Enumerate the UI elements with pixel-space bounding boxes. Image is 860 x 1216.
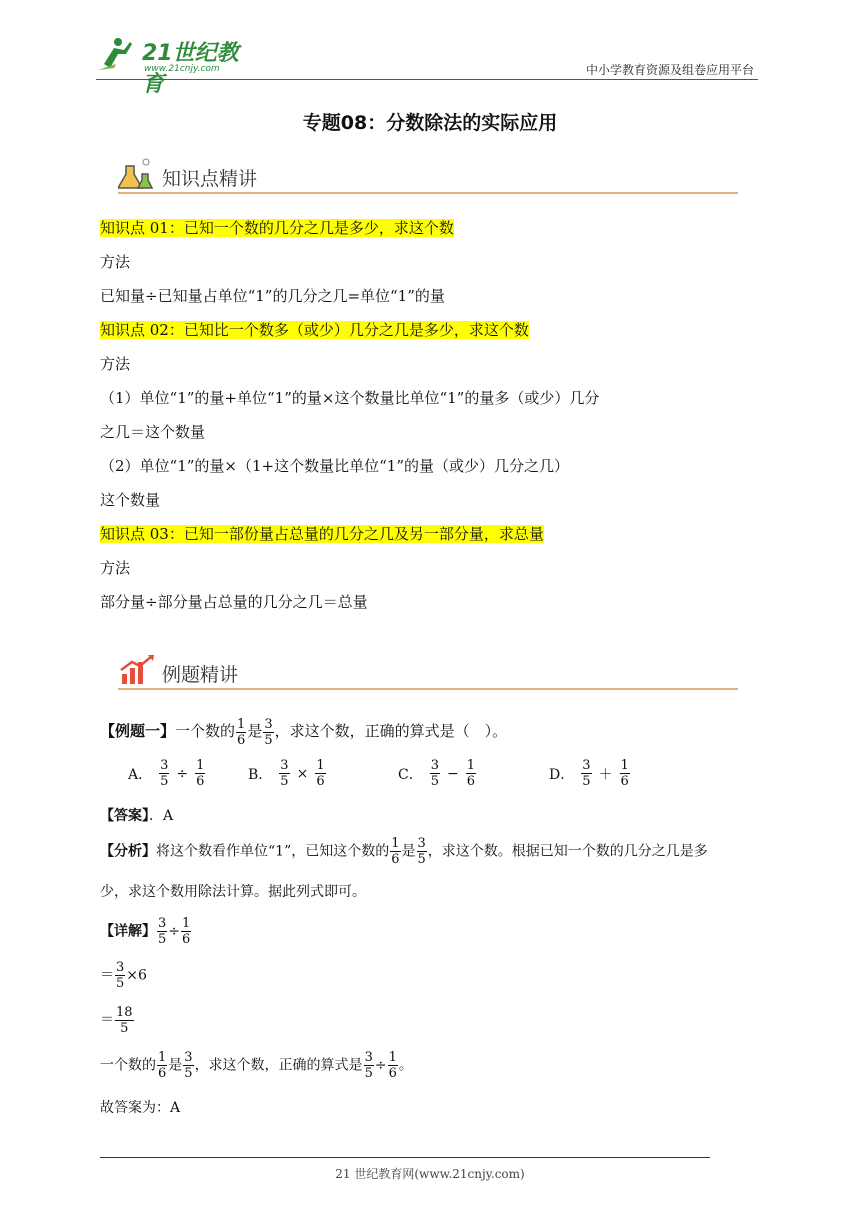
analysis-label: 【分析】 — [100, 843, 156, 860]
analysis-line2: 少，求这个数用除法计算。据此列式即可。 — [100, 884, 366, 900]
page-title: 专题08：分数除法的实际应用 — [302, 112, 558, 134]
kp1-heading: 知识点 01：已知一个数的几分之几是多少，求这个数 — [100, 219, 454, 237]
knowledge-banner — [118, 156, 738, 196]
kp2-line2: 之几＝这个数量 — [100, 423, 206, 441]
logo-text: 21世纪教育 — [142, 41, 239, 97]
kp2-heading: 知识点 02：已知比一个数多（或少）几分之几是多少，求这个数 — [100, 321, 529, 339]
detail-label: 【详解】 — [100, 923, 156, 940]
answer-line — [100, 806, 173, 826]
header-divider — [96, 79, 758, 80]
kp3-heading: 知识点 03：已知一部份量占总量的几分之几及另一部分量，求总量 — [100, 525, 544, 543]
kp3-method-label: 方法 — [100, 559, 131, 577]
footer-text: 21 世纪教育网(www.21cnjy.com) — [335, 1167, 525, 1181]
question-label: 【例题一】 — [100, 722, 176, 740]
kp2-line4: 这个数量 — [100, 491, 161, 509]
option-c[interactable]: C． $\frac{3}{5}$ − $\frac{1}{6}$ — [398, 758, 476, 789]
kp2-line3: （2）单位“1”的量×（1+这个数量比单位“1”的量（或少）几分之几） — [100, 457, 569, 475]
final-answer: 故答案为：A — [100, 1100, 181, 1116]
bar-chart-icon — [118, 652, 158, 688]
flask-icon — [118, 156, 158, 192]
option-a[interactable]: A． $\frac{3}{5}$ ÷ $\frac{1}{6}$ — [128, 758, 205, 789]
question-line: 【例题一】一个数的 $\frac{1}{6}$ 是 $\frac{3}{5}$ ，求这个数，正确的算式是（ ）。 — [100, 716, 508, 748]
kp1-method: 已知量÷已知量占单位“1”的几分之几=单位“1”的量 — [100, 287, 445, 305]
header-platform-text: 中小学教育资源及组卷应用平台 — [585, 63, 754, 77]
examples-banner-label: 例题精讲 — [162, 664, 239, 686]
site-logo — [96, 34, 256, 97]
logo-url: www.21cnjy.com — [144, 64, 220, 74]
detail-line: 【详解】 $\frac{3}{5}$ ÷ $\frac{1}{6}$ — [100, 916, 191, 947]
detail-step2: ＝ $\frac{18}{5}$ — [100, 1004, 133, 1036]
kp2-method-label: 方法 — [100, 355, 131, 373]
examples-banner — [118, 652, 738, 692]
answer-value: ．A — [149, 808, 174, 824]
conclusion-line: 一个数的 $\frac{1}{6}$ 是 $\frac{3}{5}$ ，求这个数，正确的算式是 $\frac{3}{5}$ ÷ $\frac{1}{6}$ 。 — [100, 1050, 413, 1081]
answer-label: 【答案】 — [100, 808, 149, 824]
kp1-method-label: 方法 — [100, 253, 131, 271]
knowledge-banner-label: 知识点精讲 — [162, 168, 258, 190]
fraction-three-fifths: $\frac{3}{5}$ — [264, 716, 273, 748]
kp2-line1: （1）单位“1”的量+单位“1”的量×这个数量比单位“1”的量多（或少）几分 — [100, 389, 600, 407]
option-d[interactable]: D． $\frac{3}{5}$ ＋ $\frac{1}{6}$ — [549, 758, 629, 789]
knowledge-banner-rule — [118, 192, 738, 194]
footer-divider — [100, 1157, 710, 1158]
analysis-line1: 【分析】将这个数看作单位“1”，已知这个数的 $\frac{1}{6}$ 是 $\frac{3}{5}$ ，求这个数。根据已知一个数的几分之几是多 — [100, 836, 708, 867]
fraction-one-sixth: $\frac{1}{6}$ — [237, 716, 246, 748]
examples-banner-rule — [118, 688, 738, 690]
option-b[interactable]: B． $\frac{3}{5}$ × $\frac{1}{6}$ — [248, 758, 325, 789]
kp3-method: 部分量÷部分量占总量的几分之几＝总量 — [100, 593, 368, 611]
detail-step1: ＝ $\frac{3}{5}$ ×6 — [100, 960, 147, 991]
